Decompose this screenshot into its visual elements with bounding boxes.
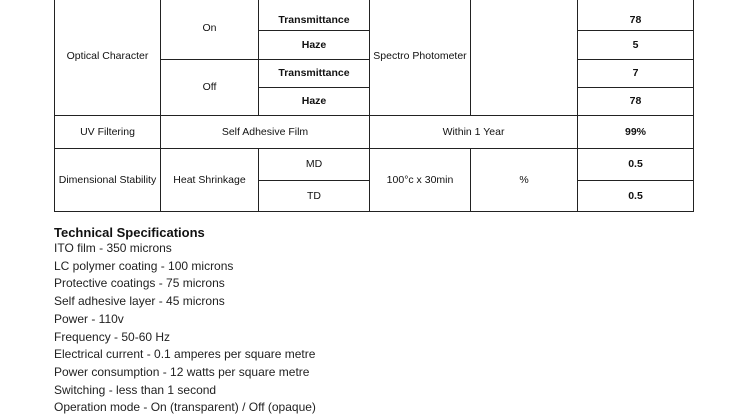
spec-line: ITO film - 350 microns — [54, 241, 172, 255]
spec-line: Protective coatings - 75 microns — [54, 276, 225, 291]
table-row — [55, 0, 694, 31]
table-row — [55, 149, 694, 181]
state-on-label: On — [161, 0, 259, 60]
specs-heading: Technical Specifications — [54, 225, 205, 240]
off-haze-value: 78 — [578, 88, 694, 116]
on-transmittance-value: 78 — [578, 0, 694, 31]
td-label: TD — [259, 181, 370, 212]
table-row — [55, 116, 694, 149]
on-haze-value: 5 — [578, 31, 694, 60]
uv-value: 99% — [578, 116, 694, 149]
uv-condition: Within 1 Year — [370, 116, 578, 149]
uv-material: Self Adhesive Film — [161, 116, 370, 149]
off-transmittance-value: 7 — [578, 60, 694, 88]
optical-character-label: Optical Character — [55, 0, 161, 116]
on-transmittance-label: Transmittance — [259, 0, 370, 31]
heat-shrinkage-label: Heat Shrinkage — [161, 149, 259, 212]
spec-line: Power - 110v — [54, 311, 124, 326]
uv-filtering-label: UV Filtering — [55, 116, 161, 149]
optical-method: Spectro Photometer — [370, 0, 471, 116]
off-transmittance-label: Transmittance — [259, 60, 370, 88]
spec-line: Power consumption - 12 watts per square metre — [54, 364, 310, 379]
spec-line: Self adhesive layer - 45 microns — [54, 294, 225, 309]
spec-table — [54, 0, 694, 212]
dimensional-unit: % — [471, 149, 578, 212]
spec-line: Operation mode - On (transparent) / Off (opaque) — [54, 400, 316, 415]
spec-line: Electrical current - 0.1 amperes per square metre — [54, 347, 316, 362]
on-haze-label: Haze — [259, 31, 370, 60]
spec-line: LC polymer coating - 100 microns — [54, 258, 234, 273]
td-value: 0.5 — [578, 181, 694, 212]
md-label: MD — [259, 149, 370, 181]
spec-line: Switching - less than 1 second — [54, 382, 217, 397]
state-off-label: Off — [161, 60, 259, 116]
optical-unit-cell — [471, 0, 578, 116]
technical-specifications — [54, 225, 654, 417]
md-value: 0.5 — [578, 149, 694, 181]
spec-line: Frequency - 50-60 Hz — [54, 329, 171, 344]
dimensional-stability-label: Dimensional Stability — [55, 149, 161, 212]
off-haze-label: Haze — [259, 88, 370, 116]
dimensional-condition: 100°c x 30min — [370, 149, 471, 212]
